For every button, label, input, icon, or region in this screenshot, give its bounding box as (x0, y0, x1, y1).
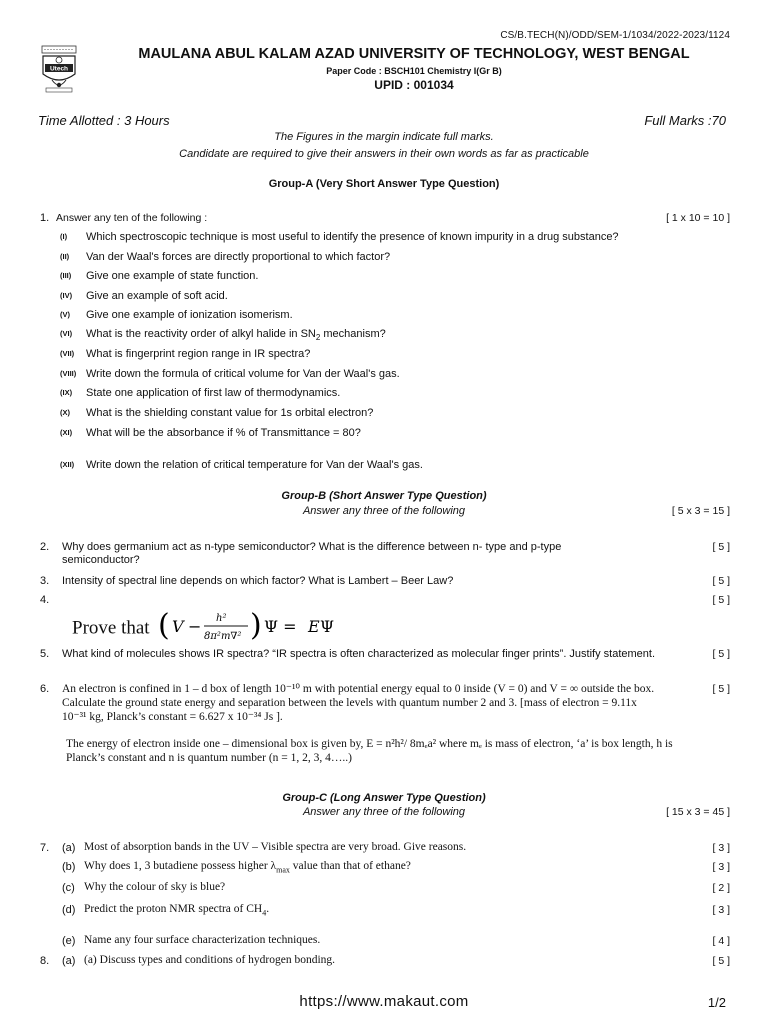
sub-question-marks: [ 3 ] (712, 861, 730, 873)
sub-question-marks: [ 2 ] (712, 882, 730, 894)
group-a-item-text-main: Write down the formula of critical volume for Van der Waal's gas. (86, 368, 400, 380)
sub-question-label: (a) (62, 955, 76, 967)
group-c-title: Group-C (Long Answer Type Question) (282, 792, 486, 804)
group-a-item-text-main: Give one example of ionization isomerism. (86, 309, 293, 321)
sub-question-text (84, 903, 269, 917)
svg-text:h²: h² (216, 613, 227, 624)
group-a-item-subscript: 2 (315, 333, 321, 343)
group-a-item-text-main: What is the shielding constant value for 1s orbital electron? (86, 407, 374, 419)
group-a-item-text-main: Which spectroscopic technique is most useful to identify the presence of known impurity in a drug substance? (86, 231, 619, 243)
sub-question-text-main: Predict the proton NMR spectra of CH (84, 903, 263, 915)
group-a-item-text (86, 459, 423, 471)
group-a-item-text (86, 348, 310, 360)
question-6-marks: [ 5 ] (712, 683, 730, 695)
group-b-marks: [ 5 x 3 = 15 ] (671, 505, 730, 517)
sub-question-marks: [ 3 ] (712, 904, 730, 916)
sub-question-marks: [ 5 ] (712, 955, 730, 967)
sub-question-label: (b) (62, 861, 76, 873)
group-b-title: Group-B (Short Answer Type Question) (281, 490, 487, 502)
group-a-item-text (86, 231, 619, 243)
question-2-text: Why does germanium act as n-type semiconductor? What is the difference between n- type and p-type semiconductor? (62, 541, 562, 566)
group-a-item-text-main: Give an example of soft acid. (86, 290, 228, 302)
group-a-item-text (86, 309, 293, 321)
question-6-text: An electron is confined in 1 – d box of length 10⁻¹⁰ m with potential energy equal to 0 inside (V = 0) and V = ∞ outside the box. Calculate the ground state energy and separation between the levels with quantum number 2 and 3. [mass of electron = 9.11x 10⁻³¹ kg, Planck’s constant = 6.627 x 10⁻³⁴ Js ]. (62, 683, 655, 723)
question-3-text: Intensity of spectral line depends on which factor? What is Lambert – Beer Law? (62, 575, 454, 587)
question-8-number: 8. (40, 955, 50, 967)
sub-question-label: (e) (62, 935, 76, 947)
group-a-item-text-main: State one application of first law of thermodynamics. (86, 387, 341, 399)
sub-question-text-tail: value than that of ethane? (289, 860, 411, 872)
question-3-marks: [ 5 ] (712, 575, 730, 587)
group-a-item-number: (IX) (60, 388, 73, 397)
sub-question-text-main: Most of absorption bands in the UV – Visible spectra are very broad. Give reasons. (84, 841, 467, 853)
sub-question-label: (a) (62, 842, 76, 854)
question-5-text: What kind of molecules shows IR spectra? “IR spectra is often characterized as molecular finger prints”. Justify statement. (62, 648, 656, 660)
group-a-item-number: (XI) (60, 428, 73, 437)
svg-text:E: E (308, 617, 321, 636)
svg-text:V: V (172, 617, 184, 636)
instruction-line-1: The Figures in the margin indicate full marks. (274, 131, 494, 143)
group-a-item-text (86, 290, 228, 302)
sub-question-marks: [ 3 ] (712, 842, 730, 854)
group-a-marks: [ 1 x 10 = 10 ] (666, 212, 730, 224)
group-a-item-text-main: What is fingerprint region range in IR spectra? (86, 348, 311, 360)
group-c-subtitle: Answer any three of the following (302, 806, 466, 818)
svg-text:Ψ =: Ψ = (264, 617, 297, 636)
full-marks: Full Marks :70 (644, 113, 726, 128)
sub-question-text (84, 934, 320, 946)
question-2-marks: [ 5 ] (712, 541, 730, 553)
question-1-text: Answer any ten of the following : (56, 212, 208, 224)
sub-question-text-tail: . (266, 903, 270, 915)
group-b-subtitle: Answer any three of the following (302, 505, 466, 517)
group-a-item-number: (I) (60, 232, 68, 241)
group-a-item-text-main: Give one example of state function. (86, 270, 259, 282)
sub-question-label: (d) (62, 904, 76, 916)
sub-question-subscript: 4 (262, 908, 267, 918)
group-a-item-number: (VI) (60, 329, 73, 338)
sub-question-text (84, 841, 466, 853)
group-a-item-number: (IV) (60, 291, 73, 300)
group-a-item-text (86, 427, 361, 439)
schrodinger-equation-graphic (158, 608, 358, 650)
question-5-number: 5. (40, 648, 50, 660)
group-a-item-number: (XII) (60, 460, 75, 469)
svg-text:): ) (250, 608, 263, 643)
question-6-note: The energy of electron inside one – dimensional box is given by, E = n²h²/ 8mₑa² where mₑ is mass of electron, ‘a’ is box length, h is Planck’s constant and n is quantum number (n = 1, 2, 3, 4…..) (66, 738, 673, 764)
question-5-marks: [ 5 ] (712, 648, 730, 660)
university-name: MAULANA ABUL KALAM AZAD UNIVERSITY OF TECHNOLOGY, WEST BENGAL (138, 46, 690, 62)
question-3-number: 3. (40, 575, 50, 587)
group-a-item-number: (V) (60, 310, 70, 319)
group-a-item-text-main: Van der Waal's forces are directly proportional to which factor? (86, 251, 391, 263)
group-c-marks: [ 15 x 3 = 45 ] (666, 806, 730, 818)
question-2-number: 2. (40, 541, 50, 553)
group-a-item-text (86, 270, 258, 282)
group-a-item-text-main: What is the reactivity order of alkyl halide in SN (86, 328, 316, 340)
group-a-item-text (86, 387, 340, 399)
group-a-title: Group-A (Very Short Answer Type Question) (268, 178, 500, 190)
upid: UPID : 001034 (374, 78, 454, 92)
group-a-item-text (86, 251, 390, 263)
svg-text:−: − (188, 617, 202, 636)
group-a-item-number: (VIII) (60, 369, 77, 378)
group-a-item-text-tail: mechanism? (320, 328, 386, 340)
question-4-number: 4. (40, 594, 50, 606)
svg-text:8π²m∇²: 8π²m∇² (204, 631, 242, 642)
sub-question-text-main: Name any four surface characterization techniques. (84, 934, 321, 946)
prove-label: Prove that (72, 617, 150, 639)
group-a-item-text (86, 328, 386, 342)
instruction-line-2: Candidate are required to give their answers in their own words as far as practicable (179, 148, 589, 160)
sub-question-text (84, 881, 225, 893)
sub-question-text-main: Why the colour of sky is blue? (84, 881, 226, 893)
group-a-item-text-main: Write down the relation of critical temperature for Van der Waal's gas. (86, 459, 423, 471)
sub-question-text (84, 954, 335, 966)
svg-text:(: ( (158, 608, 171, 643)
sub-question-label: (c) (62, 882, 75, 894)
group-a-item-number: (VII) (60, 349, 75, 358)
question-4-marks: [ 5 ] (712, 594, 730, 606)
logo-text: Utech (49, 65, 69, 73)
question-4-equation (72, 608, 358, 650)
question-7-number: 7. (40, 842, 50, 854)
sub-question-text-main: (a) Discuss types and conditions of hydrogen bonding. (84, 954, 336, 966)
svg-text:Ψ: Ψ (320, 617, 335, 636)
group-a-item-text (86, 368, 400, 380)
paper-reference-code: CS/B.TECH(N)/ODD/SEM-1/1034/2022-2023/1124 (500, 30, 730, 41)
page-number: 1/2 (707, 995, 726, 1010)
sub-question-text (84, 860, 411, 874)
paper-code: Paper Code : BSCH101 Chemistry I(Gr B) (326, 66, 502, 76)
question-1-number: 1. (40, 212, 50, 224)
group-a-item-number: (III) (60, 271, 72, 280)
group-a-item-number: (X) (60, 408, 70, 417)
group-a-item-text-main: What will be the absorbance if % of Transmittance = 80? (86, 427, 361, 439)
footer-url[interactable]: https://www.makaut.com (299, 993, 469, 1010)
sub-question-marks: [ 4 ] (712, 935, 730, 947)
sub-question-subscript: max (276, 865, 290, 875)
question-6-number: 6. (40, 683, 50, 695)
group-a-item-text (86, 407, 373, 419)
group-a-item-number: (II) (60, 252, 70, 261)
time-allotted: Time Allotted : 3 Hours (38, 113, 170, 128)
sub-question-text-main: Why does 1, 3 butadiene possess higher λ (84, 860, 277, 872)
